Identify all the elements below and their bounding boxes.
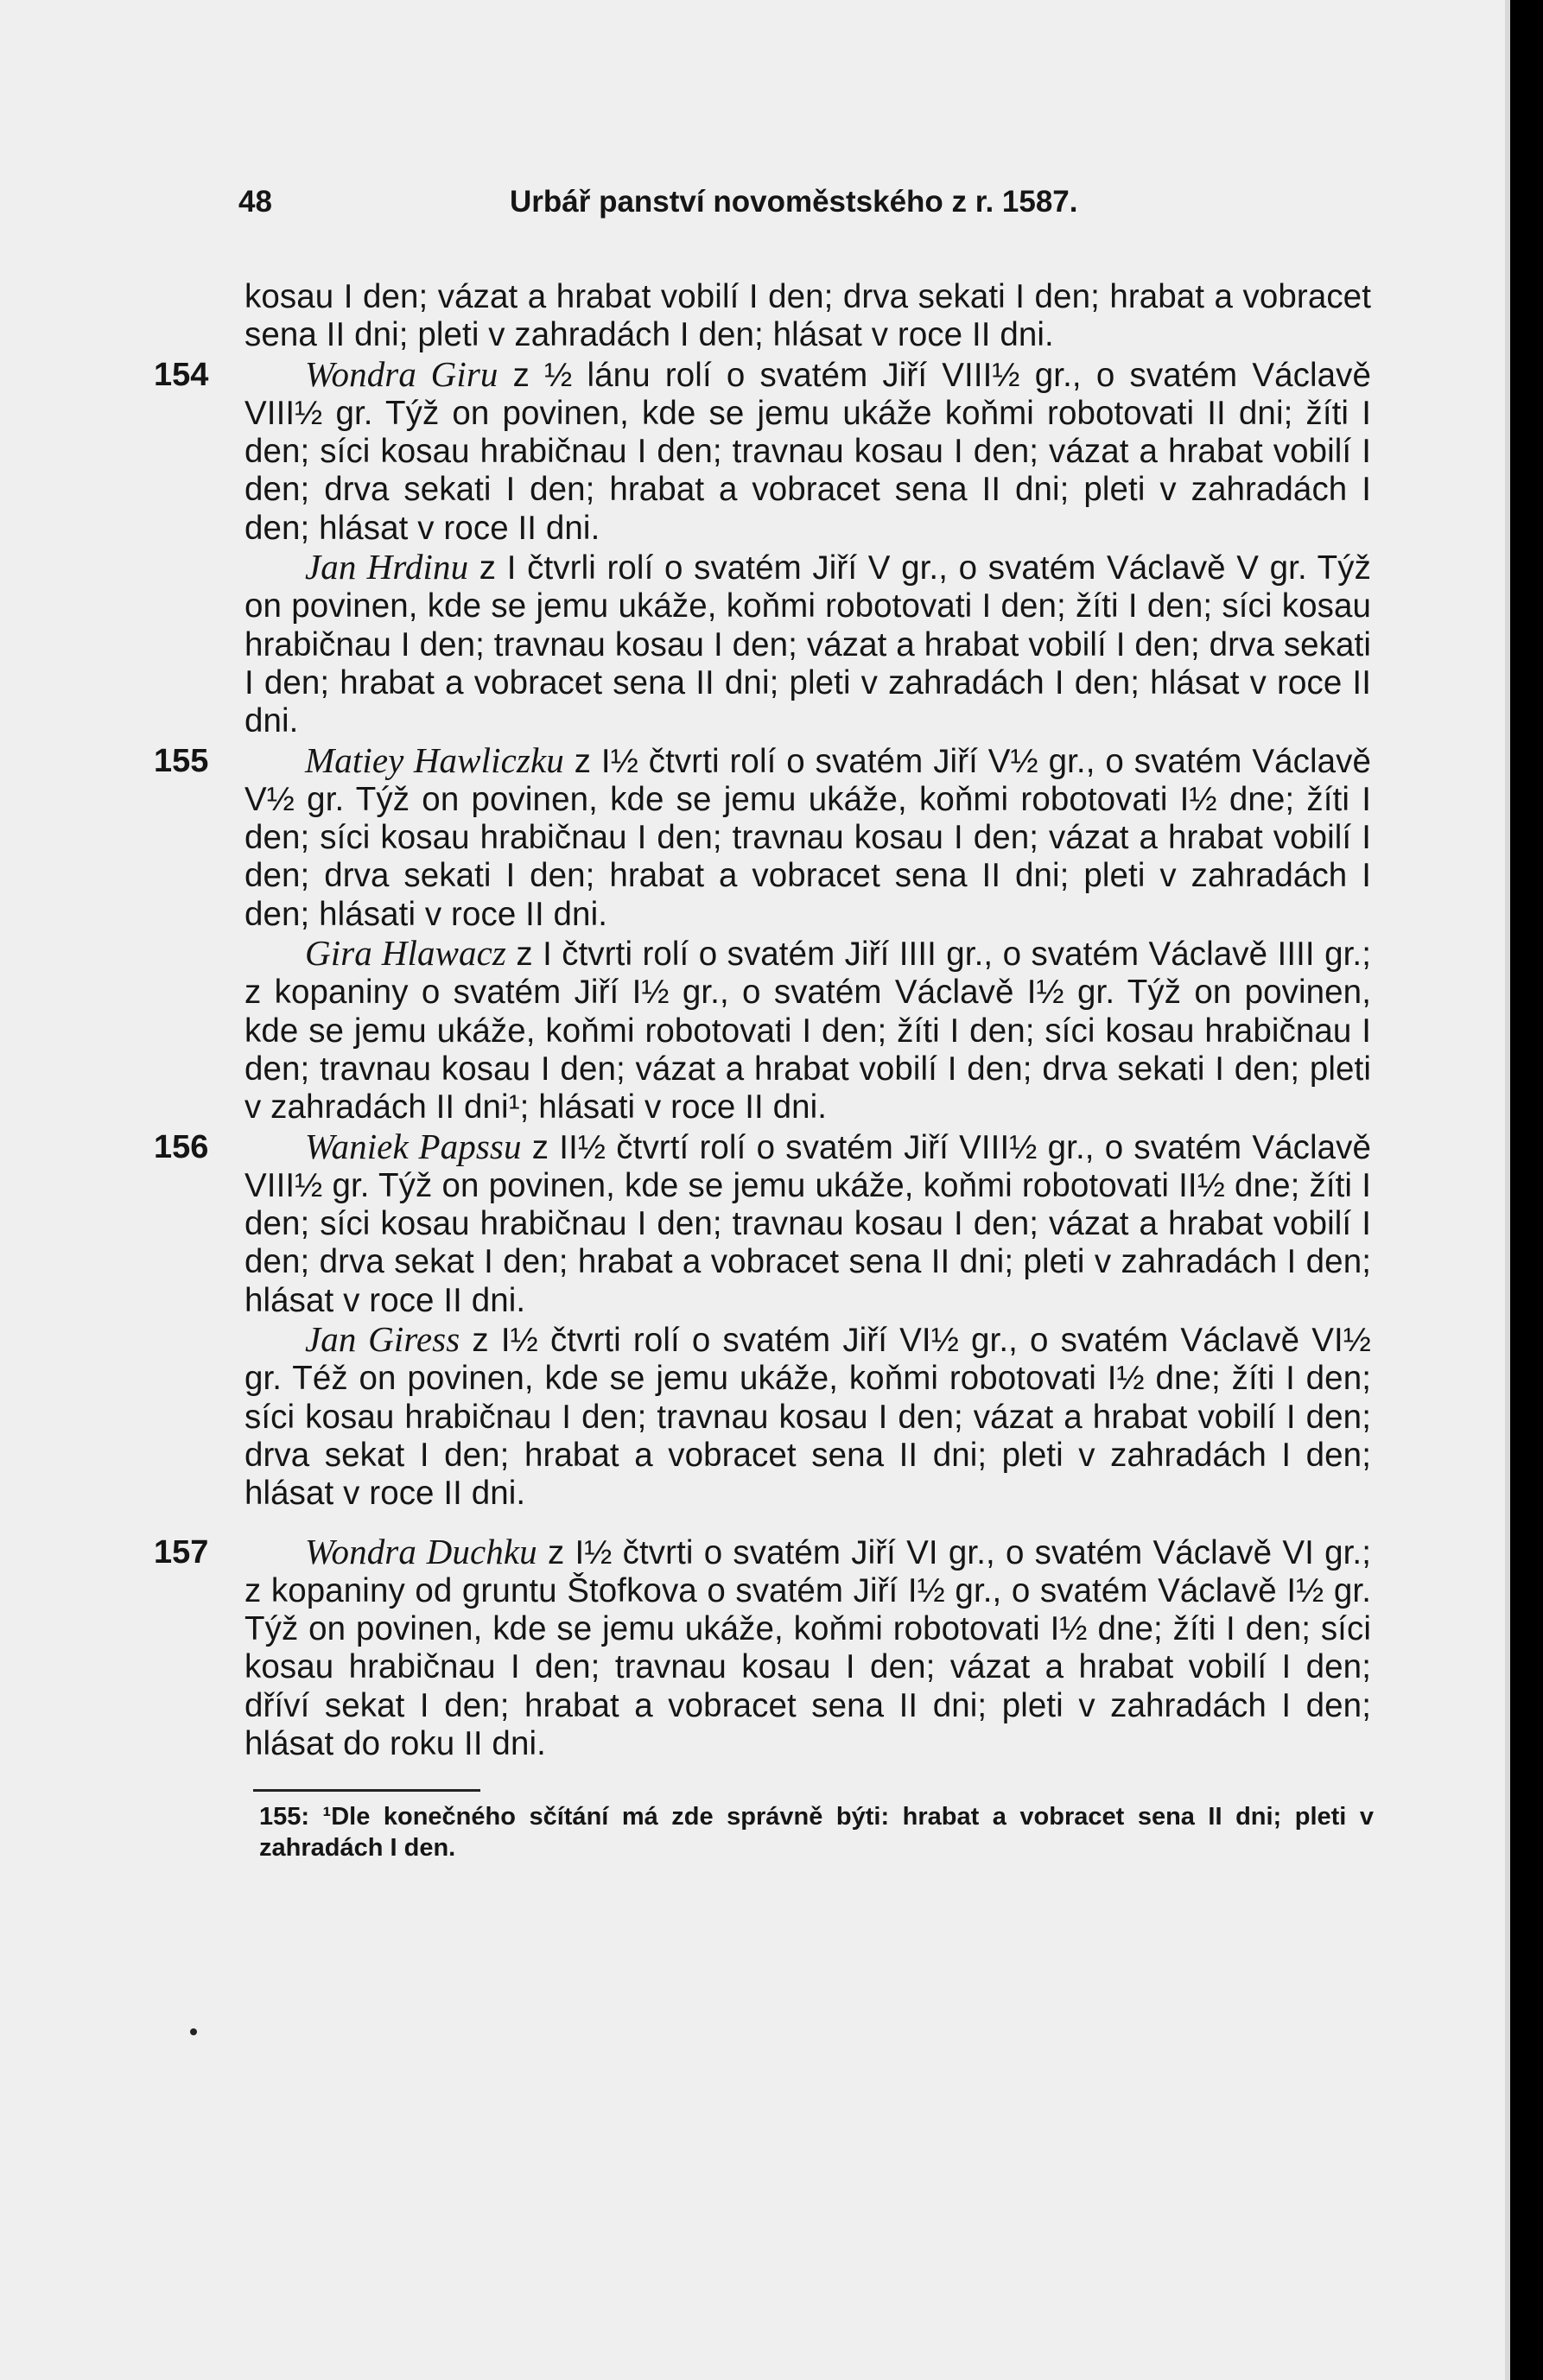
entry-paragraph (244, 1320, 1371, 1513)
entry-text: z I čtvrti rolí o svatém Jiří IIII gr., o svatém Václavě IIII gr.; z kopaniny o svatém Jiří I½ gr., o svatém Václavě I½ gr. Týž on povinen, kde se jemu ukáže, koňmi robotovati I den; žíti I den; síci kosau hrabičnau I den; travnau kosau I den; vázat a hrabat vobilí I den; drva sekati I den; pleti v zahradách II dni¹; hlásati v roce II dni. (244, 936, 1371, 1127)
entry-paragraph (244, 1127, 1371, 1320)
entry-paragraph (244, 1533, 1371, 1764)
entry-paragraph (244, 741, 1371, 934)
footnote: 155: ¹Dle konečného sčítání má zde správně býti: hrabat a vobracet sena II dni; pleti v zahradách I den. (259, 1803, 1374, 1862)
entry-text: z II½ čtvrtí rolí o svatém Jiří VIII½ gr., o svatém Václavě VIII½ gr. Týž on povinen, kde se jemu ukáže, koňmi robotovati II½ dne; žíti I den; síci kosau hrabičnau I den; travnau kosau I den; vázat a hrabat vobilí I den; drva sekat I den; hrabat a vobracet sena II dni; pleti v zahradách I den; hlásat v roce II dni. (244, 1128, 1371, 1319)
margin-number-154: 154 (154, 357, 209, 393)
person-name: Gira Hlawacz (305, 933, 506, 974)
body-text (244, 278, 1371, 1763)
person-name: Waniek Papssu (305, 1126, 522, 1166)
entry-paragraph (244, 355, 1371, 548)
entry-text: z I½ čtvrti o svatém Jiří VI gr., o svatém Václavě VI gr.; z kopaniny od gruntu Štofkova o svatém Jiří I½ gr., o svatém Václavě I½ gr. Týž on povinen, kde se jemu ukáže, koňmi robotovati I½ dne; žíti I den; síci kosau hrabičnau I den; travnau kosau I den; vázat a hrabat vobilí I den; dříví sekat I den; hrabat a vobracet sena II dni; pleti v zahradách I den; hlásat do roku II dni. (244, 1533, 1371, 1762)
margin-number-155: 155 (154, 743, 209, 779)
person-name: Wondra Giru (305, 353, 498, 394)
entry-text: z I½ čtvrti rolí o svatém Jiří V½ gr., o svatém Václavě V½ gr. Týž on povinen, kde se jemu ukáže, koňmi robotovati I½ dne; žíti I den; síci kosau hrabičnau I den; travnau kosau I den; vázat a hrabat vobilí I den; drva sekati I den; hrabat a vobracet sena II dni; pleti v zahradách I den; hlásati v roce II dni. (244, 742, 1371, 933)
person-name: Wondra Duchku (305, 1531, 537, 1571)
margin-number-157: 157 (154, 1534, 209, 1571)
running-header (238, 185, 1387, 228)
person-name: Matiey Hawliczku (305, 739, 564, 780)
page-number: 48 (238, 185, 272, 219)
paragraph-continuation: kosau I den; vázat a hrabat vobilí I den; drva sekati I den; hrabat a vobracet sena II dni; pleti v zahradách I den; hlásat v roce II dni. (244, 278, 1371, 354)
person-name: Jan Giress (305, 1319, 460, 1360)
person-name: Jan Hrdinu (305, 547, 469, 587)
entry-text: z I½ čtvrti rolí o svatém Jiří VI½ gr., o svatém Václavě VI½ gr. Též on povinen, kde se jemu ukáže, koňmi robotovati I½ dne; žíti I den; síci kosau hrabičnau I den; travnau kosau I den; vázat a hrabat vobilí I den; drva sekat I den; hrabat a vobracet sena II dni; pleti v zahradách I den; hlásat v roce II dni. (244, 1322, 1371, 1513)
footnote-rule (253, 1789, 480, 1792)
margin-number-156: 156 (154, 1129, 209, 1165)
entry-text: z I čtvrli rolí o svatém Jiří V gr., o svatém Václavě V gr. Týž on povinen, kde se jemu ukáže, koňmi robotovati I den; žíti I den; síci kosau hrabičnau I den; travnau kosau I den; vázat a hrabat vobilí I den; drva sekati I den; hrabat a vobracet sena II dni; pleti v zahradách I den; hlásat v roce II dni. (244, 549, 1371, 740)
entry-text: z ½ lánu rolí o svatém Jiří VIII½ gr., o svatém Václavě VIII½ gr. Týž on povinen, kde se jemu ukáže koňmi robotovati II dni; žíti I den; síci kosau hrabičnau I den; travnau kosau I den; vázat a hrabat vobilí I den; drva sekati I den; hrabat a vobracet sena II dni; pleti v zahradách I den; hlásat v roce II dni. (244, 356, 1372, 547)
speck-mark (190, 2028, 197, 2035)
entry-paragraph (244, 934, 1371, 1127)
entry-paragraph (244, 548, 1371, 740)
running-title: Urbář panství novoměstského z r. 1587. (510, 185, 1078, 219)
scan-border (1510, 0, 1543, 2380)
